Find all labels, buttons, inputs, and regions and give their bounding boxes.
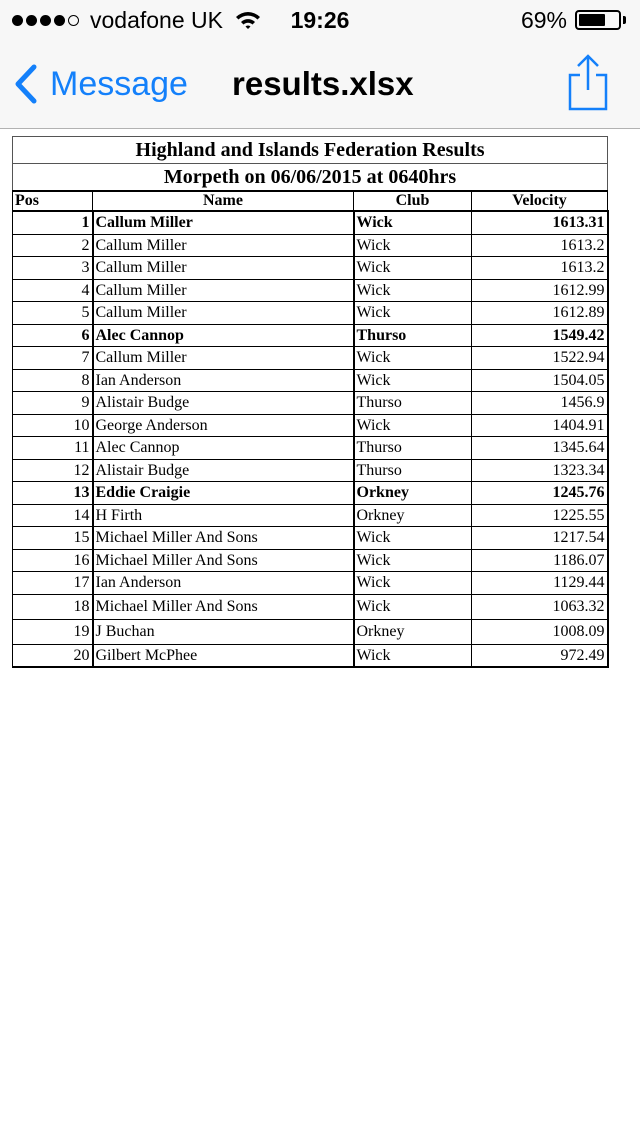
- table-row: [13, 459, 608, 482]
- cell-club: Wick: [354, 302, 472, 325]
- cell-velocity: 1522.94: [472, 347, 608, 370]
- cell-pos: 17: [13, 572, 93, 595]
- cell-velocity: 1612.89: [472, 302, 608, 325]
- cell-name: Michael Miller And Sons: [93, 527, 354, 550]
- cell-club: Wick: [354, 211, 472, 234]
- cell-pos: 4: [13, 279, 93, 302]
- cell-club: Wick: [354, 279, 472, 302]
- cell-velocity: 1008.09: [472, 619, 608, 644]
- cell-name: Callum Miller: [93, 257, 354, 280]
- cell-velocity: 972.49: [472, 644, 608, 667]
- cell-velocity: 1323.34: [472, 459, 608, 482]
- table-row: [13, 482, 608, 505]
- cell-pos: 2: [13, 234, 93, 257]
- cell-pos: 13: [13, 482, 93, 505]
- column-header-velocity: Velocity: [472, 191, 608, 211]
- back-button-label: Message: [50, 64, 188, 103]
- share-icon[interactable]: [566, 54, 610, 112]
- cell-name: Eddie Craigie: [93, 482, 354, 505]
- cell-club: Wick: [354, 644, 472, 667]
- table-row: [13, 414, 608, 437]
- column-header-row: [13, 191, 608, 211]
- cell-velocity: 1404.91: [472, 414, 608, 437]
- cell-pos: 12: [13, 459, 93, 482]
- cell-pos: 18: [13, 594, 93, 619]
- cell-velocity: 1225.55: [472, 504, 608, 527]
- table-row: [13, 302, 608, 325]
- cell-velocity: 1345.64: [472, 437, 608, 460]
- battery-status: [521, 6, 626, 34]
- battery-cap: [623, 16, 626, 24]
- cell-name: Callum Miller: [93, 279, 354, 302]
- cell-velocity: 1504.05: [472, 369, 608, 392]
- cell-club: Thurso: [354, 324, 472, 347]
- cell-velocity: 1613.2: [472, 257, 608, 280]
- cell-club: Thurso: [354, 459, 472, 482]
- cell-name: Alistair Budge: [93, 459, 354, 482]
- cell-club: Wick: [354, 414, 472, 437]
- battery-level: [579, 14, 605, 26]
- cell-club: Wick: [354, 594, 472, 619]
- cell-name: Alec Cannop: [93, 437, 354, 460]
- cell-club: Wick: [354, 549, 472, 572]
- cell-club: Orkney: [354, 619, 472, 644]
- cell-name: Michael Miller And Sons: [93, 549, 354, 572]
- cell-pos: 20: [13, 644, 93, 667]
- cell-pos: 3: [13, 257, 93, 280]
- cell-club: Orkney: [354, 482, 472, 505]
- cell-name: Callum Miller: [93, 234, 354, 257]
- cell-velocity: 1612.99: [472, 279, 608, 302]
- table-row: [13, 369, 608, 392]
- table-row: [13, 527, 608, 550]
- back-button[interactable]: [14, 40, 188, 128]
- cell-club: Wick: [354, 369, 472, 392]
- battery-percent: 69%: [520, 6, 567, 33]
- cell-name: Callum Miller: [93, 347, 354, 370]
- cell-club: Wick: [354, 572, 472, 595]
- cell-velocity: 1613.31: [472, 211, 608, 234]
- cell-name: Alec Cannop: [93, 324, 354, 347]
- table-row: [13, 619, 608, 644]
- column-header-name: Name: [93, 191, 354, 211]
- cell-club: Orkney: [354, 504, 472, 527]
- sheet-title: Highland and Islands Federation Results: [13, 137, 608, 164]
- column-header-pos: Pos: [13, 191, 93, 211]
- cell-club: Thurso: [354, 437, 472, 460]
- cell-name: H Firth: [93, 504, 354, 527]
- cell-pos: 5: [13, 302, 93, 325]
- cell-name: Callum Miller: [93, 302, 354, 325]
- cell-pos: 16: [13, 549, 93, 572]
- chevron-left-icon: [14, 64, 38, 104]
- status-bar: [0, 0, 640, 40]
- cell-pos: 15: [13, 527, 93, 550]
- table-row: [13, 594, 608, 619]
- cell-club: Wick: [354, 234, 472, 257]
- cell-velocity: 1456.9: [472, 392, 608, 415]
- cell-club: Thurso: [354, 392, 472, 415]
- page-title: results.xlsx: [232, 65, 414, 102]
- table-row: [13, 211, 608, 234]
- cell-pos: 1: [13, 211, 93, 234]
- table-row: [13, 437, 608, 460]
- status-time: 19:26: [290, 7, 350, 33]
- cell-name: Gilbert McPhee: [93, 644, 354, 667]
- cell-pos: 9: [13, 392, 93, 415]
- cell-pos: 11: [13, 437, 93, 460]
- cell-club: Wick: [354, 527, 472, 550]
- table-row: [13, 257, 608, 280]
- cell-velocity: 1549.42: [472, 324, 608, 347]
- cell-pos: 7: [13, 347, 93, 370]
- cell-velocity: 1063.32: [472, 594, 608, 619]
- navigation-bar: [0, 40, 640, 129]
- cell-velocity: 1129.44: [472, 572, 608, 595]
- cell-name: Ian Anderson: [93, 369, 354, 392]
- carrier-name: vodafone UK: [90, 6, 223, 33]
- column-header-club: Club: [354, 191, 472, 211]
- cell-name: George Anderson: [93, 414, 354, 437]
- table-row: [13, 572, 608, 595]
- cell-club: Wick: [354, 347, 472, 370]
- cell-name: Michael Miller And Sons: [93, 594, 354, 619]
- table-row: [13, 392, 608, 415]
- cell-velocity: 1245.76: [472, 482, 608, 505]
- table-row: [13, 347, 608, 370]
- cell-name: Alistair Budge: [93, 392, 354, 415]
- table-row: [13, 279, 608, 302]
- battery-icon: [575, 10, 621, 30]
- cell-club: Wick: [354, 257, 472, 280]
- sheet-title-row: [13, 137, 608, 164]
- sheet-subtitle-row: [13, 164, 608, 192]
- sheet-subtitle: Morpeth on 06/06/2015 at 0640hrs: [13, 164, 608, 192]
- cell-velocity: 1217.54: [472, 527, 608, 550]
- cell-name: Ian Anderson: [93, 572, 354, 595]
- cell-pos: 19: [13, 619, 93, 644]
- table-row: [13, 234, 608, 257]
- cell-pos: 10: [13, 414, 93, 437]
- cell-name: J Buchan: [93, 619, 354, 644]
- cell-pos: 14: [13, 504, 93, 527]
- table-row: [13, 549, 608, 572]
- table-row: [13, 504, 608, 527]
- cell-pos: 8: [13, 369, 93, 392]
- table-row: [13, 324, 608, 347]
- cell-velocity: 1186.07: [472, 549, 608, 572]
- table-row: [13, 644, 608, 667]
- cell-name: Callum Miller: [93, 211, 354, 234]
- results-sheet: [12, 136, 609, 668]
- cell-velocity: 1613.2: [472, 234, 608, 257]
- cell-pos: 6: [13, 324, 93, 347]
